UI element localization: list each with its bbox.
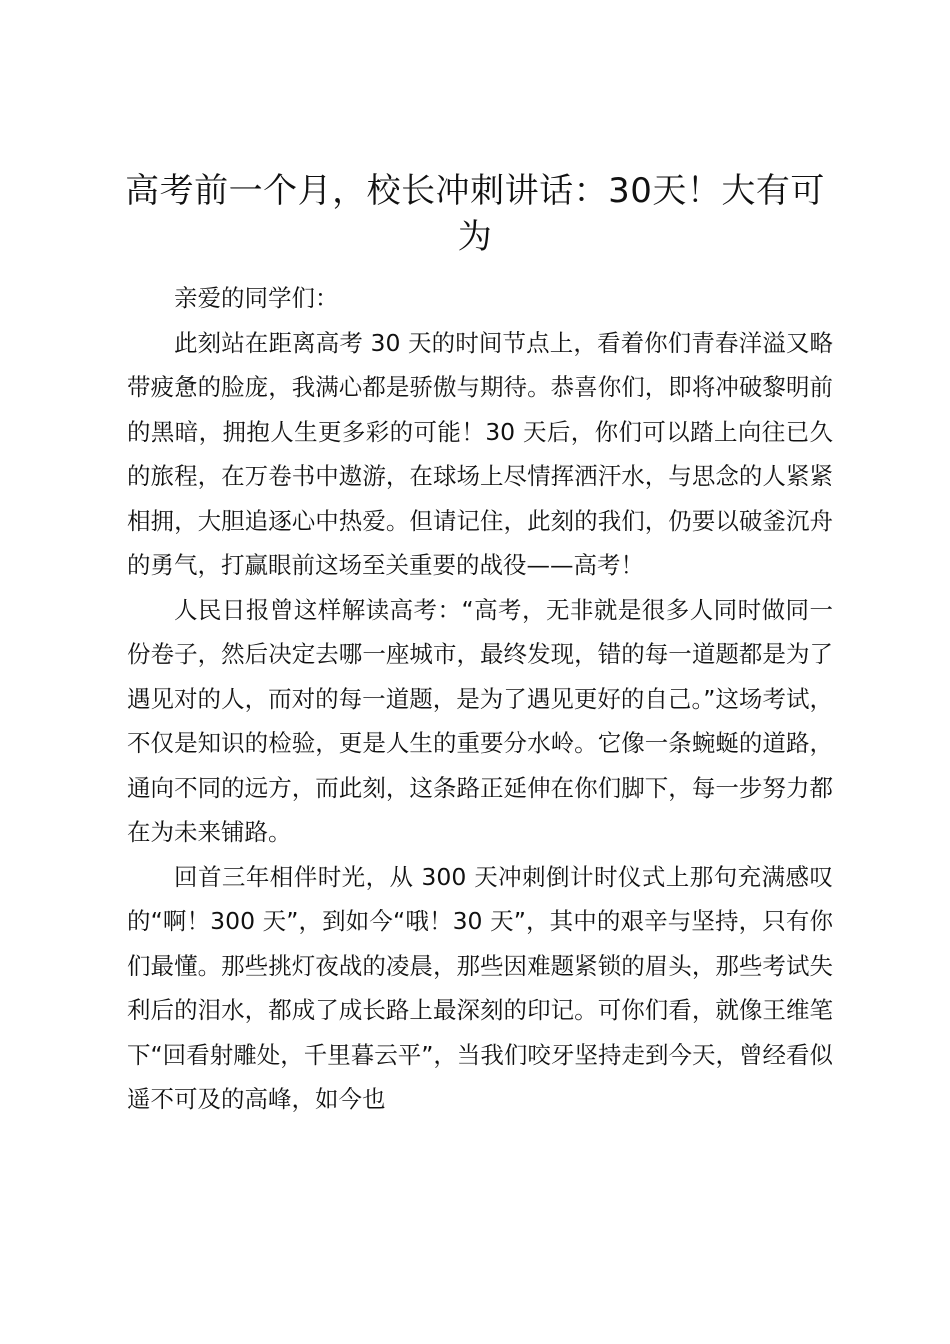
document-body xyxy=(127,276,833,1122)
salutation: 亲爱的同学们： xyxy=(174,284,339,312)
document-title: 高考前一个月，校长冲刺讲话：30天！大有可为 xyxy=(125,171,825,257)
paragraph: 回首三年相伴时光，从 300 天冲刺倒计时仪式上那句充满感叹的“啊！300 天”，到如今“哦！30 天”，其中的艰辛与坚持，只有你们最懂。那些挑灯夜战的凌晨，那些因难题紧锁的眉头，那些考试失利后的泪水，都成了成长路上最深刻的印记。可你们看，就像王维笔下“回看射雕处，千里暮云平”，当我们咬牙坚持走到今天，曾经看似遥不可及的高峰，如今也 xyxy=(127,862,833,1113)
paragraph: 人民日报曾这样解读高考：“高考，无非就是很多人同时做同一份卷子，然后决定去哪一座城市，最终发现，错的每一道题都是为了遇见对的人，而对的每一道题，是为了遇见更好的自己。”这场考试，不仅是知识的检验，更是人生的重要分水岭。它像一条蜿蜒的道路，通向不同的远方，而此刻，这条路正延伸在你们脚下，每一步努力都在为未来铺路。 xyxy=(127,595,833,846)
paragraph: 此刻站在距离高考 30 天的时间节点上，看着你们青春洋溢又略带疲惫的脸庞，我满心都是骄傲与期待。恭喜你们，即将冲破黎明前的黑暗，拥抱人生更多彩的可能！30 天后，你们可以踏上向往已久的旅程，在万卷书中遨游，在球场上尽情挥洒汗水，与思念的人紧紧相拥，大胆追逐心中热爱。但请记住，此刻的我们，仍要以破釜沉舟的勇气，打赢眼前这场至关重要的战役——高考！ xyxy=(127,328,833,579)
